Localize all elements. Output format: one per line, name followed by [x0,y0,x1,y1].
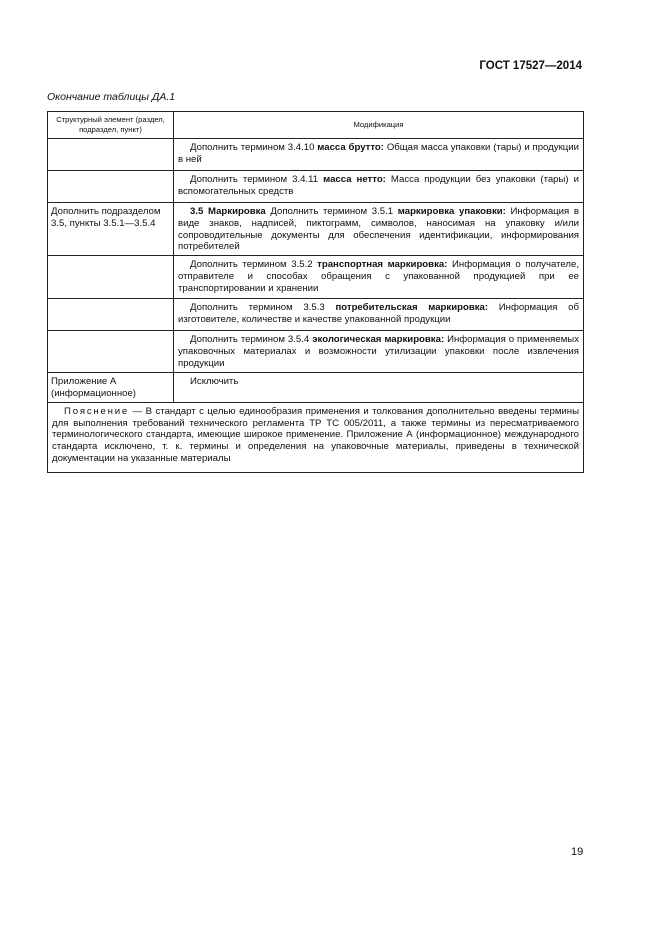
row-modification [174,256,584,299]
term-bold: масса нетто: [323,174,386,185]
table-note [48,402,584,472]
table-row [48,139,584,171]
row-modification [174,139,584,171]
row-element: Дополнить подразделом 3.5, пункты 3.5.1—3.5.4 [48,203,174,256]
header-modification: Модификация [174,112,584,139]
term-bold: потребительская маркировка: [335,302,489,314]
table-row [48,256,584,299]
modification-text: Общая масса упаковки (тары) и продукции в ней [178,142,579,165]
term-bold: 3.5 Маркировка [190,206,266,217]
row-element [48,331,174,373]
row-element: Приложение А (информационное) [48,373,174,403]
term-bold: маркировка упаковки: [397,206,506,217]
modification-text: Масса продукции без упаковки (тары) и вспомогательных средств [178,174,579,197]
table-row [48,331,584,373]
standard-header: ГОСТ 17527—2014 [479,60,582,72]
note-text: — В стандарт с целью единообразия применения и толкования дополнительно введены термины для выполнения требований технического регламента ТР ТС 005/2011, а также термины из пересматриваемого терминологического стандарта, имеющие широкое применение. Приложение А (информационное) международного стандарта исключено, т. к. термины и определения на упаковочные материалы, приведены в технической документации на указанные материалы [52,405,579,464]
term-bold: экологическая маркировка: [312,334,445,346]
table-row [48,373,584,403]
header-structural-element: Структурный элемент (раздел, подраздел, пункт) [48,112,174,139]
modification-text: Информация в виде знаков, надписей, пиктограмм, символов, наносимая на упаковку и/или сопроводительные документы для обеспечения идентификации, информирования потребителей [178,206,579,253]
table-row [48,203,584,256]
row-element [48,171,174,203]
modification-table [47,111,584,473]
note-label: Пояснение [64,405,130,417]
modification-text: Дополнить термином 3.5.3 [190,302,336,314]
row-modification [174,203,584,256]
page-number: 19 [571,846,584,858]
note-row [48,402,584,472]
modification-text: Информация о получателе, отправителе и способах обращения с упакованной продукцией при ее транспортировании и хранении [178,259,579,294]
modification-text: Дополнить термином 3.5.4 [190,334,313,346]
row-element [48,139,174,171]
modification-text: Дополнить термином 3.5.1 [265,206,398,217]
row-modification [174,299,584,331]
table-header-row [48,112,584,139]
row-element [48,256,174,299]
modification-text: Дополнить термином 3.4.11 [190,174,324,185]
modification-text: Информация об изготовителе, количестве и качестве упакованной продукции [178,302,579,325]
modification-text: Дополнить термином 3.5.2 [190,259,318,271]
row-modification [174,171,584,203]
term-bold: транспортная маркировка: [317,259,448,271]
table-row [48,299,584,331]
term-bold: масса брутто: [317,142,384,153]
row-modification [174,331,584,373]
table-row [48,171,584,203]
row-element [48,299,174,331]
modification-text: Исключить [190,376,239,388]
row-modification [174,373,584,403]
modification-text: Информация о применяемых упаковочных материалах и возможности утилизации упаковки после извлечения продукции [178,334,579,369]
table-caption: Окончание таблицы ДА.1 [47,91,176,103]
modification-text: Дополнить термином 3.4.10 [190,142,318,153]
